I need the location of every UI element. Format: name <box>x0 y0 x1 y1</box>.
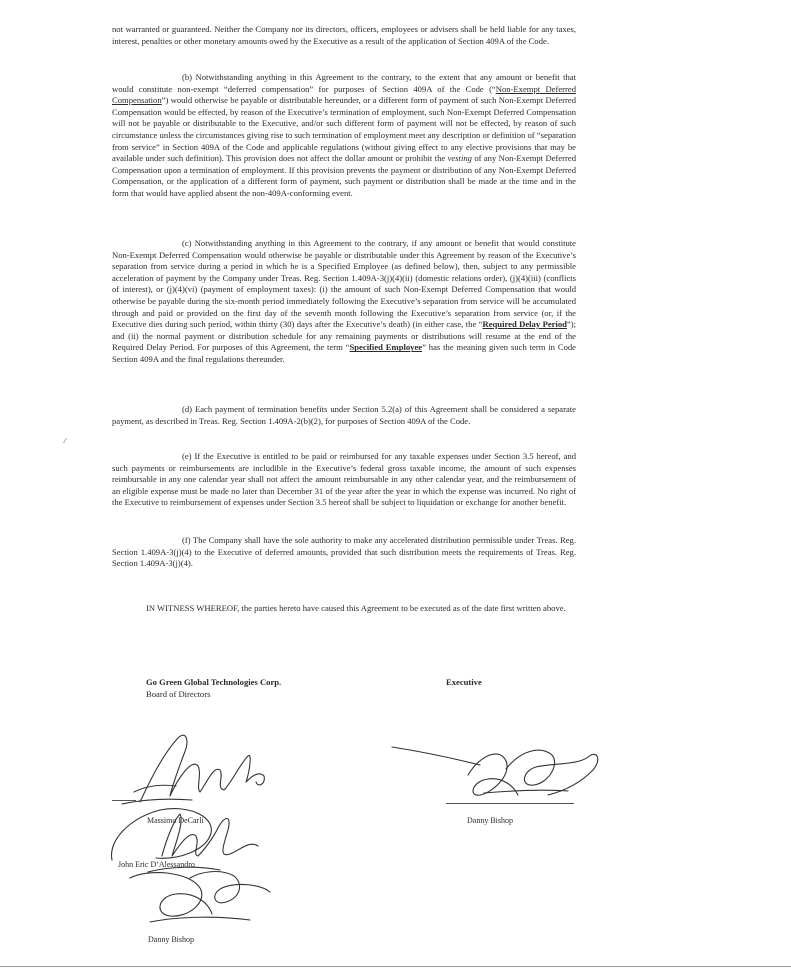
signature-danny-bishop-company <box>110 858 290 938</box>
scan-artifact <box>63 438 67 444</box>
signer-name-john-eric-dalessandro: John Eric D’Alessandro <box>118 860 195 869</box>
paragraph-e: (e) If the Executive is entitled to be paid or reimbursed for any taxable expenses under Section 3.5 hereof, and such payments or reimbursements are includible in the Executive’s federal gross taxable income, the amount of such expenses reimbursable in any one calendar year shall not affect the amount reimbursable in any other calendar year, and the reimbursement of an eligible expense must be made no later than December 31 of the year after the year in which the expense was incurred. No right of the Executive to reimbursement of expenses under Section 3.5 hereof shall be subject to liquidation or exchange for another benefit. <box>112 451 576 508</box>
signer-name-danny-bishop-company: Danny Bishop <box>148 935 194 944</box>
defined-term-non-exempt-deferred-compensation: Non-Exempt Deferred Compensation <box>112 83 576 106</box>
paragraph-a-tail: not warranted or guaranteed. Neither the Company nor its directors, officers, employees or advisers shall be held liable for any taxes, interest, penalties or other monetary amounts owed by the Executive as a result of the application of Section 409A of the Code. <box>112 24 576 46</box>
executive-title: Executive <box>446 677 482 687</box>
paragraph-b-text-2: ”) would otherwise be payable or distributable hereunder, or a different form of payment of such Non-Exempt Deferred Compensation would be effected, by reason of the Executive’s termination of employment, such Non-Exempt Deferred Compensation will not be payable or distributable to the Executive, and/or such different form of payment will not be effected, by reason of such circumstance unless the circumstances giving rise to such termination of employment meet any description or definition of “separation from service” in Section 409A of the Code and applicable regulations (without giving effect to any elective provisions that may be available under such definition). This provision does not affect the dollar amount or prohibit the <box>112 95 576 164</box>
witness-clause: IN WITNESS WHEREOF, the parties hereto have caused this Agreement to be executed as of the date first written above. <box>146 603 566 613</box>
company-subtitle: Board of Directors <box>146 689 211 699</box>
signer-name-massimo-decarli: Massimo DeCarli <box>147 816 204 825</box>
paragraph-c-text-1: (c) Notwithstanding anything in this Agreement to the contrary, if any amount or benefit that would constitute Non-Exempt Deferred Compensation would otherwise be payable or distributable under this Agreement by reason of the Executive’s separation from service during a period in which he is a Specified Employee (as defined below), then, subject to any permissible acceleration of payment by the Company under Treas. Reg. Section 1.409A-3(j)(4)(ii) (domestic relations order), (j)(4)(iii) (conflicts of interest), or (j)(4)(vi) (payment of employment taxes): (i) the amount of such Non-Exempt Deferred Compensation that would otherwise be payable during the six-month period immediately following the Executive’s separation from service will be accumulated through and paid or provided on the first day of the seventh month following the Executive’s separation from service (or, if the Executive dies during such period, within thirty (30) days after the Executive’s death) (in either case, the “ <box>112 238 576 330</box>
defined-term-required-delay-period: Required Delay Period <box>482 319 567 330</box>
defined-term-specified-employee: Specified Employee <box>349 342 423 353</box>
paragraph-b <box>112 72 576 200</box>
paragraph-b-italic-vesting: vesting <box>447 153 472 164</box>
paragraph-f: (f) The Company shall have the sole authority to make any accelerated distribution permissible under Treas. Reg. Section 1.409A-3(j)(4) to the Executive of deferred amounts, provided that such distribution meets the requirements of Treas. Reg. Section 1.409A-3(j)(4). <box>112 535 576 569</box>
company-name: Go Green Global Technologies Corp. <box>146 677 282 687</box>
signature-line-executive <box>446 803 574 804</box>
paragraph-b-text-1: (b) Notwithstanding anything in this Agreement to the contrary, to the extent that any amount or benefit that would constitute non-exempt “deferred compensation” for purposes of Section 409A of the Code (“ <box>112 72 576 94</box>
paragraph-c <box>112 238 576 366</box>
paragraph-d: (d) Each payment of termination benefits under Section 5.2(a) of this Agreement shall be considered a separate payment, as described in Treas. Reg. Section 1.409A-2(b)(2), for purposes of Section 409A of the Code. <box>112 404 576 426</box>
signer-name-danny-bishop-executive: Danny Bishop <box>467 816 513 825</box>
paragraph-c-text-2: ”); and (ii) the normal payment or distribution schedule for any remaining payments or distributions will resume at the end of the Required Delay Period. For purposes of this Agreement, the term “ <box>112 319 576 353</box>
page-bottom-rule <box>0 966 791 967</box>
paragraph-c-text-3: ” has the meaning given such term in Code Section 409A and the final regulations thereunder. <box>112 342 576 364</box>
signature-danny-bishop-executive <box>388 735 618 825</box>
paragraph-b-text-3: of any Non-Exempt Deferred Compensation upon a termination of employment. If this provision prevents the payment or distribution of any Non-Exempt Deferred Compensation, or the application of a different form of payment, such payment or distribution shall be made at the time and in the form that would have applied absent the non-409A-conforming event. <box>112 153 576 198</box>
